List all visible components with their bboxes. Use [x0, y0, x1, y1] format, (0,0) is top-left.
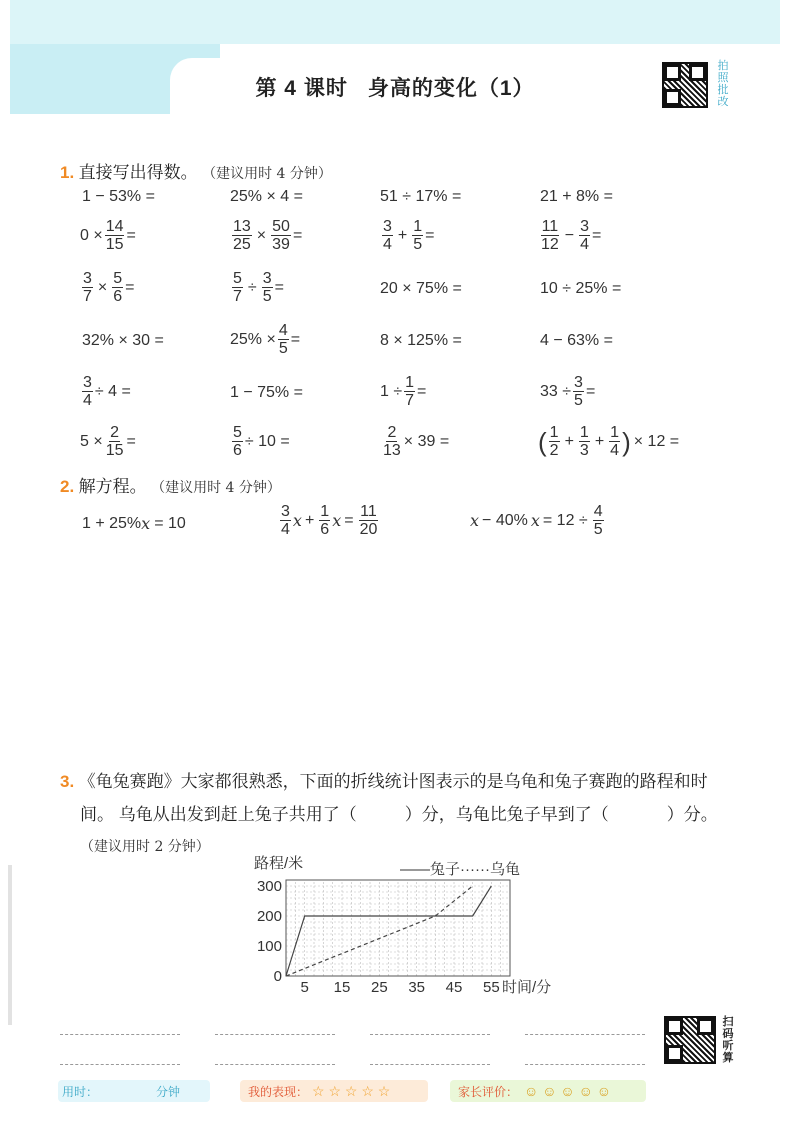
q1-r5-c2: 1 − 75% =	[230, 384, 303, 401]
q1-r3-c1: $\frac{3}{7}$ × $\frac{5}{6}$ =	[83, 270, 135, 305]
q2-equation-2: 3 4 x + $\frac{1}{6}$ x = $\frac{11}{20}$	[281, 503, 378, 538]
answer-line[interactable]	[60, 1064, 180, 1065]
qr-top-label: 拍 照 批 改	[717, 60, 729, 108]
q1-r2-c3: 3 4 + $\frac{1}{5}$ =	[383, 218, 435, 253]
q2-equation-3: x − 40% x = 12 ÷ $\frac{4}{5}$	[470, 503, 603, 538]
q1-r6-c4: ( 1 2 + $\frac{1}{3}$ + $\frac{1}{4}$ ) × 12 =	[538, 424, 680, 459]
footer-parent-box[interactable]: 家长评价： ☺ ☺ ☺ ☺ ☺	[450, 1080, 646, 1102]
smiley-rating-icons: ☺ ☺ ☺ ☺ ☺	[524, 1083, 612, 1099]
q1-heading	[60, 158, 332, 183]
q1-r2-c2: $\frac{13}{25}$ × $\frac{50}{39}$ =	[233, 218, 303, 253]
y-axis-label: 路程/米	[254, 855, 304, 872]
x-tick-label: 5	[300, 979, 309, 996]
q2-hint: （建议用时 4 分钟）	[151, 480, 281, 496]
q3-number: 3.	[60, 772, 75, 791]
footer-time-box[interactable]: 用时： 分钟	[58, 1080, 210, 1102]
q1-hint: （建议用时 4 分钟）	[202, 166, 332, 182]
q1-r3-c4: 10 ÷ 25% =	[540, 280, 622, 297]
q1-r1-c1: 1 − 53% =	[82, 188, 155, 205]
q1-r6-c1: 5 × $\frac{2}{15}$ =	[80, 424, 136, 459]
q1-r2-c4: 11 12 − $\frac{3}{4}$ =	[541, 218, 602, 253]
answer-line[interactable]	[525, 1064, 645, 1065]
chart-labels	[254, 855, 551, 996]
page-edge-bar	[8, 865, 12, 1025]
footer-performance-box[interactable]: 我的表现： ☆ ☆ ☆ ☆ ☆	[240, 1080, 428, 1102]
q1-r5-c3: 1 ÷ $\frac{1}{7}$ =	[380, 374, 427, 409]
q3-line2b: ）分，乌龟比兔子早到了（	[404, 805, 609, 824]
race-line-chart	[240, 852, 580, 1000]
answer-line[interactable]	[215, 1064, 335, 1065]
q1-text: 直接写出得数。	[78, 163, 198, 182]
x-tick-label: 35	[408, 979, 426, 996]
q1-r6-c2: $\frac{5}{6}$ ÷ 10 =	[233, 424, 290, 459]
q1-r3-c2: $\frac{5}{7}$ ÷ $\frac{3}{5}$ =	[233, 270, 284, 305]
q1-r5-c4: 33 ÷ $\frac{3}{5}$ =	[540, 374, 596, 409]
chart-grid	[286, 880, 510, 976]
qr-code-icon[interactable]	[664, 1016, 716, 1064]
y-tick-label: 0	[273, 968, 282, 985]
q1-r2-c1: 0 × $\frac{14}{15}$ =	[80, 218, 136, 253]
q1-r1-c4: 21 + 8% =	[540, 188, 613, 205]
qr-bottom-label: 扫 码 听 算	[722, 1016, 734, 1064]
q3-hint: （建议用时 2 分钟）	[80, 839, 210, 855]
x-tick-label: 25	[370, 979, 388, 996]
q1-r5-c1: $\frac{3}{4}$ ÷ 4 =	[83, 374, 131, 409]
y-tick-label: 300	[256, 878, 282, 895]
qr-code-icon[interactable]	[662, 62, 708, 108]
answer-line[interactable]	[370, 1064, 490, 1065]
chart-legend: ——兔子······乌龟	[400, 861, 520, 878]
q1-r1-c2: 25% × 4 =	[230, 188, 303, 205]
q1-r6-c3: $\frac{2}{13}$ × 39 =	[383, 424, 450, 459]
q1-r4-c1: 32% × 30 =	[82, 332, 164, 349]
q3-line2a: 间。 乌龟从出发到赶上兔子共用了（	[80, 805, 357, 824]
q3-line2c: ）分。	[666, 805, 718, 824]
y-tick-label: 200	[256, 908, 282, 925]
q1-r4-c2: 25% × $\frac{4}{5}$ =	[230, 322, 301, 357]
answer-line[interactable]	[215, 1034, 335, 1035]
answer-line[interactable]	[525, 1034, 645, 1035]
q1-r1-c3: 51 ÷ 17% =	[380, 188, 462, 205]
q1-r4-c3: 8 × 125% =	[380, 332, 462, 349]
x-tick-label: 15	[333, 979, 351, 996]
q1-number: 1.	[60, 163, 75, 182]
x-tick-label: 55	[482, 979, 500, 996]
x-axis-label: 时间/分	[502, 979, 552, 996]
y-tick-label: 100	[256, 938, 282, 955]
q1-r4-c4: 4 − 63% =	[540, 332, 613, 349]
page-title	[170, 72, 620, 102]
x-tick-label: 45	[445, 979, 463, 996]
star-rating-icons: ☆ ☆ ☆ ☆ ☆	[312, 1082, 391, 1099]
q2-text: 解方程。	[78, 477, 147, 496]
lesson-topic: 身高的变化（1）	[367, 77, 535, 100]
q3-text-block	[60, 766, 760, 863]
answer-line[interactable]	[370, 1034, 490, 1035]
q1-r3-c3: 20 × 75% =	[380, 280, 462, 297]
answer-line[interactable]	[60, 1034, 180, 1035]
lesson-number: 第 4 课时	[255, 77, 348, 100]
q2-heading	[60, 472, 281, 497]
q3-line1: 《龟兔赛跑》大家都很熟悉，下面的折线统计图表示的是乌龟和兔子赛跑的路程和时	[78, 772, 708, 791]
q2-equation-1: 1 + 25% x = 10	[82, 514, 186, 533]
q2-number: 2.	[60, 477, 75, 496]
